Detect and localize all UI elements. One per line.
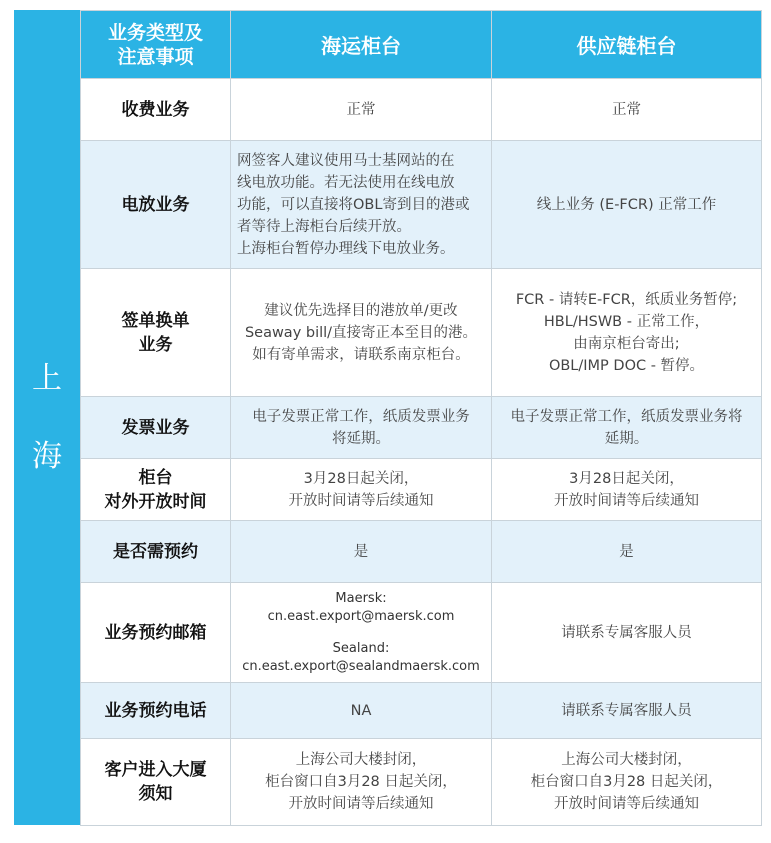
supply-cell: 请联系专属客服人员 [492, 583, 762, 683]
table-row [81, 141, 762, 269]
row-label: 客户进入大厦 须知 [81, 739, 231, 826]
table-row [81, 683, 762, 739]
region-label-char: 上 [32, 360, 62, 396]
supply-cell: 3月28日起关闭， 开放时间请等后续通知 [492, 459, 762, 521]
row-label: 收费业务 [81, 79, 231, 141]
table-row [81, 739, 762, 826]
table-row [81, 397, 762, 459]
row-label: 电放业务 [81, 141, 231, 269]
table-row [81, 459, 762, 521]
supply-cell: 电子发票正常工作，纸质发票业务将 延期。 [492, 397, 762, 459]
supply-cell: 线上业务 (E-FCR) 正常工作 [492, 141, 762, 269]
region-label-char: 海 [32, 438, 62, 474]
region-label-shanghai [14, 10, 80, 825]
table-row [81, 583, 762, 683]
sea-cell: NA [231, 683, 492, 739]
sea-cell: 建议优先选择目的港放单/更改 Seaway bill/直接寄正本至目的港。 如有寄单需求，请联系南京柜台。 [231, 269, 492, 397]
row-label: 柜台 对外开放时间 [81, 459, 231, 521]
row-label: 是否需预约 [81, 521, 231, 583]
service-table [80, 10, 762, 826]
supply-cell: 正常 [492, 79, 762, 141]
row-label: 签单换单 业务 [81, 269, 231, 397]
sea-cell: 网签客人建议使用马士基网站的在 线电放功能。若无法使用在线电放 功能，可以直接将OBL寄到目的港或 者等待上海柜台后续开放。 上海柜台暂停办理线下电放业务。 [231, 141, 492, 269]
supply-cell: 是 [492, 521, 762, 583]
supply-cell: FCR - 请转E-FCR，纸质业务暂停; HBL/HSWB - 正常工作， 由南京柜台寄出; OBL/IMP DOC - 暂停。 [492, 269, 762, 397]
row-label: 业务预约电话 [81, 683, 231, 739]
row-label: 业务预约邮箱 [81, 583, 231, 683]
supply-cell: 请联系专属客服人员 [492, 683, 762, 739]
booking-email-maersk: Maersk: cn.east.export@maersk.com [267, 590, 455, 624]
row-label: 发票业务 [81, 397, 231, 459]
table-header-row [81, 11, 762, 79]
table-row [81, 521, 762, 583]
sea-cell: 上海公司大楼封闭， 柜台窗口自3月28 日起关闭， 开放时间请等后续通知 [231, 739, 492, 826]
table-row [81, 79, 762, 141]
sea-cell [231, 583, 492, 683]
header-supply-chain-counter: 供应链柜台 [492, 11, 762, 79]
sea-cell: 正常 [231, 79, 492, 141]
header-type-notes: 业务类型及 注意事项 [81, 11, 231, 79]
table-row [81, 269, 762, 397]
sea-cell: 是 [231, 521, 492, 583]
supply-cell: 上海公司大楼封闭， 柜台窗口自3月28 日起关闭， 开放时间请等后续通知 [492, 739, 762, 826]
booking-email-sealand: Sealand: cn.east.export@sealandmaersk.com [242, 640, 480, 674]
sea-cell: 3月28日起关闭， 开放时间请等后续通知 [231, 459, 492, 521]
sea-cell: 电子发票正常工作，纸质发票业务 将延期。 [231, 397, 492, 459]
header-sea-counter: 海运柜台 [231, 11, 492, 79]
